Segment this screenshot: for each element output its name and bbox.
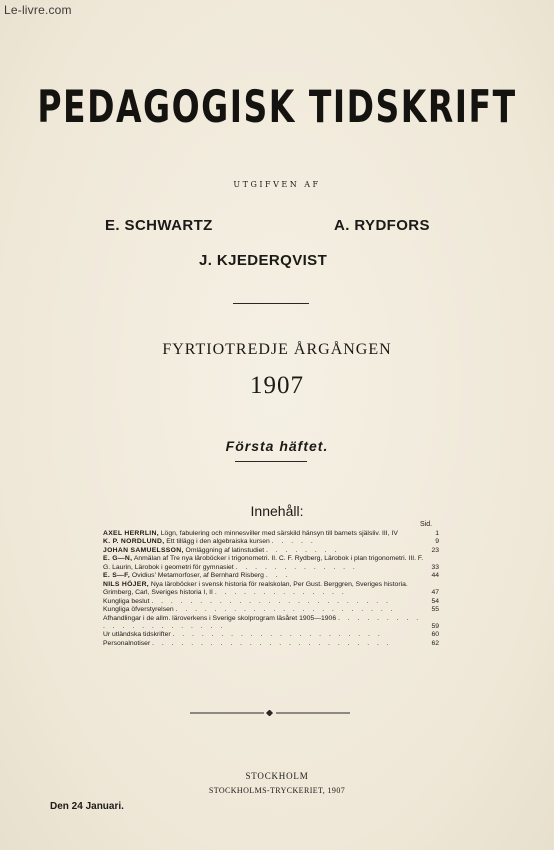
toc-page: 23 <box>431 546 439 554</box>
toc-entry <box>103 606 439 614</box>
journal-title: PEDAGOGISK TIDSKRIFT <box>37 80 517 133</box>
toc-leader: . . . . . . . . <box>266 546 340 554</box>
toc-leader: . . . . . . . . . . . . . . <box>214 589 347 597</box>
toc-author: E. G—N, <box>103 555 133 563</box>
watermark: Le-livre.com <box>4 3 72 17</box>
issue-underline-rule <box>235 461 307 462</box>
toc-entry <box>103 547 439 555</box>
toc-page: 54 <box>431 597 439 605</box>
toc-leader: . . . . . <box>271 538 316 546</box>
toc-author: JOHAN SAMUELSSON, <box>103 546 184 554</box>
toc-entry <box>103 615 439 632</box>
toc-title: Lögn, fabulering och minnesviller med särskild hänsyn till barnets själsliv. III, IV <box>160 530 398 537</box>
toc-title: Personalnotiser <box>103 639 151 647</box>
toc-page: 60 <box>431 631 439 639</box>
toc-page: 62 <box>431 639 439 647</box>
toc-leader: . . . . . . . . . . . . . . . . . . . . . . . . . <box>151 597 391 605</box>
toc-title: Omläggning af latinstudiet <box>185 546 265 554</box>
toc-author: NILS HÖJER, <box>103 580 149 588</box>
volume-label: FYRTIOTREDJE ÅRGÅNGEN <box>162 341 392 358</box>
toc-title: Ovidius' Metamorfoser, af Bernhard Risberg <box>131 572 264 580</box>
issue-label: Första häftet. <box>225 438 329 454</box>
contents-heading: Innehåll: <box>250 503 304 519</box>
toc-page: 9 <box>435 538 439 546</box>
toc-author: E. S—F, <box>103 572 131 580</box>
toc-leader: . . . . . . . . . . . . . <box>235 563 358 571</box>
toc-entry <box>103 530 439 538</box>
toc-leader: . . . . . . . . . . . . . . . . . . . . . . . <box>175 606 396 614</box>
published-by-label: UTGIFVEN AF <box>233 180 321 189</box>
toc-entry <box>103 631 439 639</box>
toc-title: Anmälan af Tre nya läroböcker i trigonometri. II. C. F. Rydberg, Lärobok i plan trigonometri. III. F. G. Laurin, Lärobok i geometri för gymnasiet <box>103 555 424 571</box>
divider-rule <box>233 303 309 304</box>
year: 1907 <box>250 372 304 399</box>
toc-title: Kungliga beslut <box>103 597 150 605</box>
publication-city: STOCKHOLM <box>245 771 309 781</box>
toc-title: Nya läroböcker i svensk historia för realskolan, Per Gust. Berggren, Sveriges historia. Grimberg, Carl, Sveriges historia I, II <box>103 580 408 597</box>
printer-imprint: STOCKHOLMS-TRYCKERIET, 1907 <box>208 786 346 795</box>
toc-title: Afhandlingar i de allm. läroverkens i Sverige skolprogram läsåret 1905—1906 <box>103 614 337 622</box>
toc-author: AXEL HERRLIN, <box>103 530 159 537</box>
toc-page: 55 <box>431 606 439 614</box>
toc-page: 59 <box>431 622 439 630</box>
editor-1: E. SCHWARTZ <box>105 217 213 234</box>
toc-leader: . . . <box>265 572 291 580</box>
toc-author: K. P. NORDLUND, <box>103 538 165 546</box>
publication-date: Den 24 Januari. <box>50 801 124 812</box>
table-of-contents <box>103 530 439 648</box>
page-column-label: Sid. <box>420 521 433 528</box>
toc-leader: . . . . . . . . . . . . . . . . . . . . . . . . . <box>152 639 392 647</box>
toc-page: 33 <box>431 563 439 571</box>
editor-2: A. RYDFORS <box>334 217 430 234</box>
toc-entry <box>103 640 439 648</box>
toc-title: Kungliga öfverstyrelsen <box>103 606 174 614</box>
toc-page: 44 <box>431 572 439 580</box>
toc-page: 47 <box>431 589 439 597</box>
toc-title: Ett tillägg i den algebraiska kursen <box>166 538 270 546</box>
editor-3: J. KJEDERQVIST <box>199 252 328 269</box>
toc-entry <box>103 572 439 580</box>
toc-entry <box>103 555 439 572</box>
toc-entry <box>103 598 439 606</box>
toc-entry <box>103 581 439 598</box>
toc-entry <box>103 538 439 546</box>
toc-title: Ur utländska tidskrifter <box>103 631 171 639</box>
toc-page: 1 <box>435 530 439 537</box>
toc-leader: . . . . . . . . . . . . . . . . . . . . . . <box>103 614 422 630</box>
ornamental-rule <box>190 710 350 716</box>
toc-leader: . . . . . . . . . . . . . . . . . . . . . . <box>172 631 383 639</box>
